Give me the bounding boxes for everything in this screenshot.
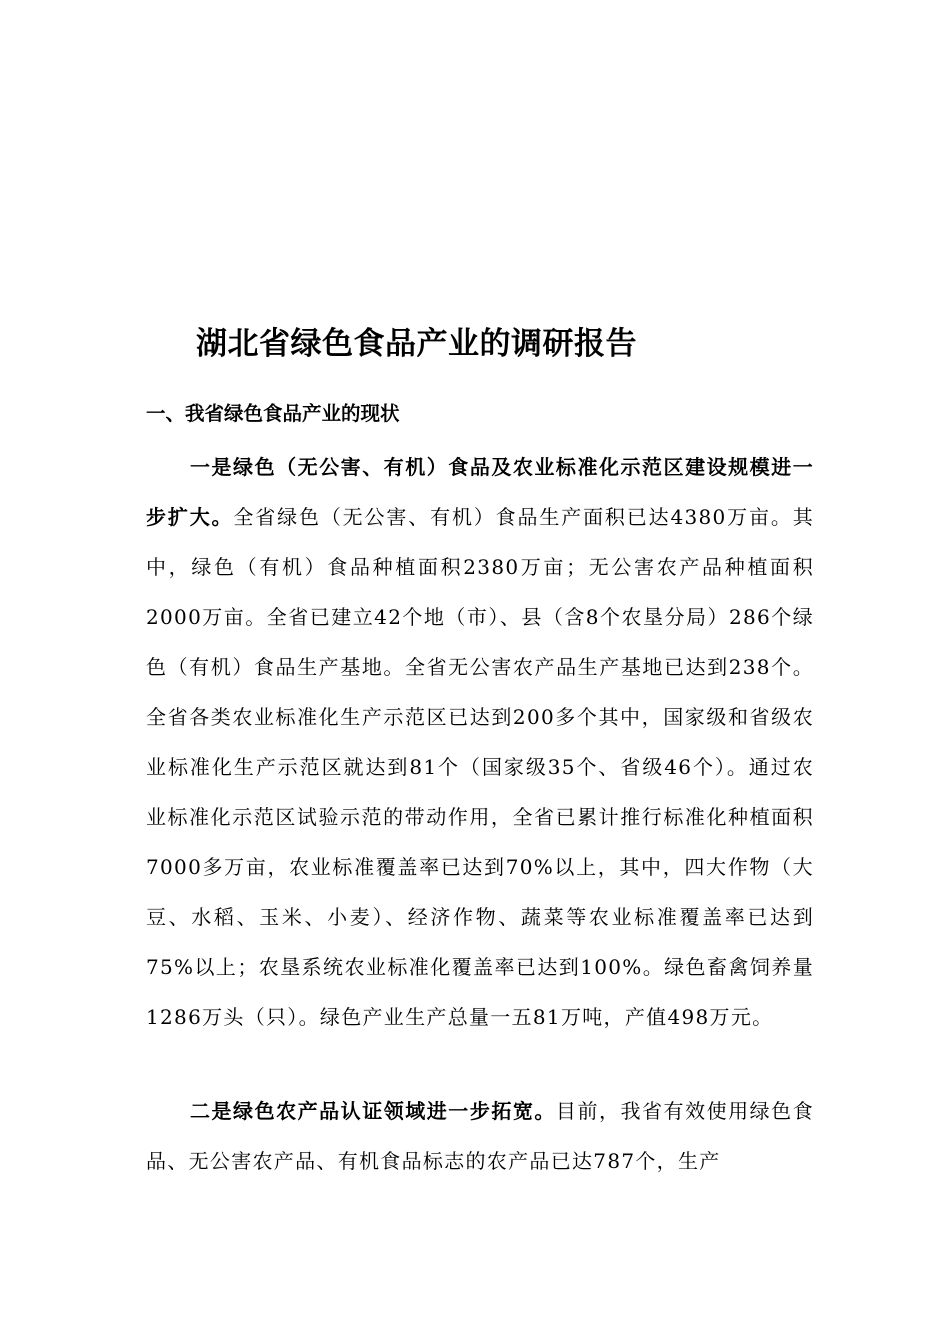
paragraph-1 bbox=[146, 442, 814, 1042]
document-title: 湖北省绿色食品产业的调研报告 bbox=[196, 326, 637, 362]
paragraph-1-body: 全省绿色（无公害、有机）食品生产面积已达4380万亩。其中，绿色（有机）食品种植面积2380万亩；无公害农产品种植面积2000万亩。全省已建立42个地（市）、县（含8个农垦分局）286个绿色（有机）食品生产基地。全省无公害农产品生产基地已达到238个。全省各类农业标准化生产示范区已达到200多个其中，国家级和省级农业标准化生产示范区就达到81个（国家级35个、省级46个）。通过农业标准化示范区试验示范的带动作用，全省已累计推行标准化种植面积7000多万亩，农业标准覆盖率已达到70%以上，其中，四大作物（大豆、水稻、玉米、小麦）、经济作物、蔬菜等农业标准覆盖率已达到75%以上；农垦系统农业标准化覆盖率已达到100%。绿色畜禽饲养量1286万头（只）。绿色产业生产总量一五81万吨，产值498万元。 bbox=[146, 505, 814, 1029]
paragraph-1-lead: 一是绿色（无公害、有机）食品及农业标准化示范区建设规模进一步扩大。 bbox=[146, 455, 814, 529]
paragraph-2-body: 目前，我省有效使用绿色食品、无公害农产品、有机食品标志的农产品已达787个，生产 bbox=[146, 1099, 814, 1173]
paragraph-2 bbox=[146, 1086, 814, 1186]
paragraph-2-lead: 二是绿色农产品认证领域进一步拓宽。 bbox=[190, 1099, 556, 1123]
section-heading: 一、我省绿色食品产业的现状 bbox=[146, 402, 400, 425]
